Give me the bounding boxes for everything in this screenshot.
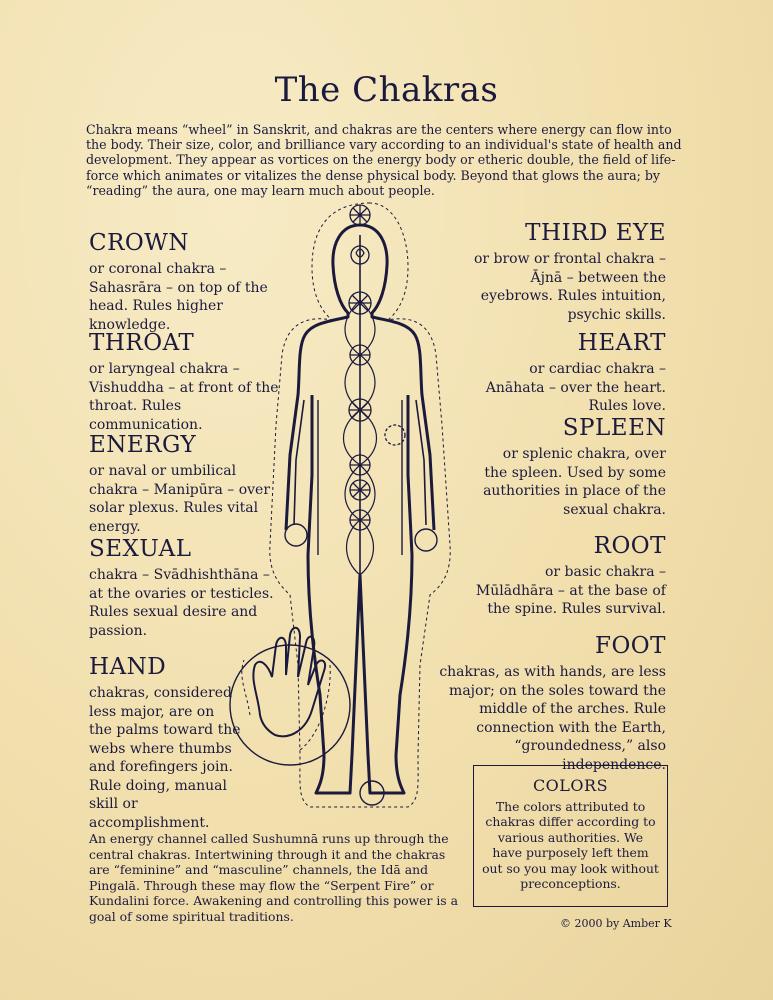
foot-text: chakras, as with hands, are less major; on the soles toward the middle of the arches. Rule connection with the Earth, “groundedness,” also independence. <box>439 664 666 773</box>
throat-text: or laryngeal chakra – Vishuddha – at front of the throat. Rules communication. <box>89 361 279 433</box>
sushumna-paragraph: An energy channel called Sushumnā runs up through the central chakras. Intertwining through it and the chakras are “feminine” and “masculine” channels, the Idā and Pingalā. Through these may flow the “Serpent Fire” or Kundalini force. Awakening and controlling this power is a goal of some spiritual traditions. <box>89 831 458 924</box>
page-title: The Chakras <box>274 70 499 110</box>
third-eye-heading: THIRD EYE <box>525 220 666 246</box>
spleen-heading: SPLEEN <box>562 415 666 441</box>
colors-heading: COLORS <box>532 776 609 795</box>
heart-heading: HEART <box>577 330 666 356</box>
heart-text: or cardiac chakra – Anāhata – over the heart. Rules love. <box>485 361 666 414</box>
sexual-heading: SEXUAL <box>89 536 192 562</box>
colors-box <box>473 765 668 907</box>
body-figure-illustration <box>220 195 460 820</box>
heart-section <box>468 330 666 416</box>
root-heading: ROOT <box>593 533 666 559</box>
third-eye-section <box>468 220 666 324</box>
root-text: or basic chakra – Mūlādhāra – at the base of the spine. Rules survival. <box>475 564 666 617</box>
chakra-wheels <box>349 205 405 530</box>
copyright: © 2000 by Amber K <box>560 917 672 930</box>
spleen-section <box>476 415 666 519</box>
spleen-text: or splenic chakra, over the spleen. Used by some authorities in place of the sexual chakra. <box>483 446 666 518</box>
hand-section <box>89 654 241 832</box>
root-section <box>468 533 666 619</box>
hand-detail-circle <box>230 645 350 765</box>
foot-heading: FOOT <box>594 633 666 659</box>
energy-text: or naval or umbilical chakra – Manipūra – over solar plexus. Rules vital energy. <box>89 463 271 535</box>
energy-heading: ENERGY <box>89 432 197 458</box>
sexual-text: chakra – Svādhishthāna – at the ovaries or testicles. Rules sexual desire and passion. <box>89 567 274 639</box>
throat-heading: THROAT <box>89 330 195 356</box>
third-eye-text: or brow or frontal chakra – Ājnā – between the eyebrows. Rules intuition, psychic skills. <box>473 251 666 323</box>
crown-text: or coronal chakra – Sahasrāra – on top of the head. Rules higher knowledge. <box>89 261 268 333</box>
intro-paragraph: Chakra means “wheel” in Sanskrit, and chakras are the centers where energy can flow into the body. Their size, color, and brilliance vary according to an individual's state of health and development. They appear as vortices on the energy body or etheric double, the field of life-force which animates or vitalizes the dense physical body. Beyond that glows the aura; by “reading” the aura, one may learn much about people. <box>86 122 682 198</box>
colors-text: The colors attributed to chakras differ according to various authorities. We have purposely left them out so you may look without preconceptions. <box>482 799 659 892</box>
hand-detail-drawing <box>253 628 325 737</box>
crown-heading: CROWN <box>89 230 190 256</box>
hand-text: chakras, considered less major, are on the palms toward the webs where thumbs and forefingers join. Rule doing, manual skill or accomplishment. <box>89 685 241 831</box>
hand-heading: HAND <box>89 654 167 680</box>
